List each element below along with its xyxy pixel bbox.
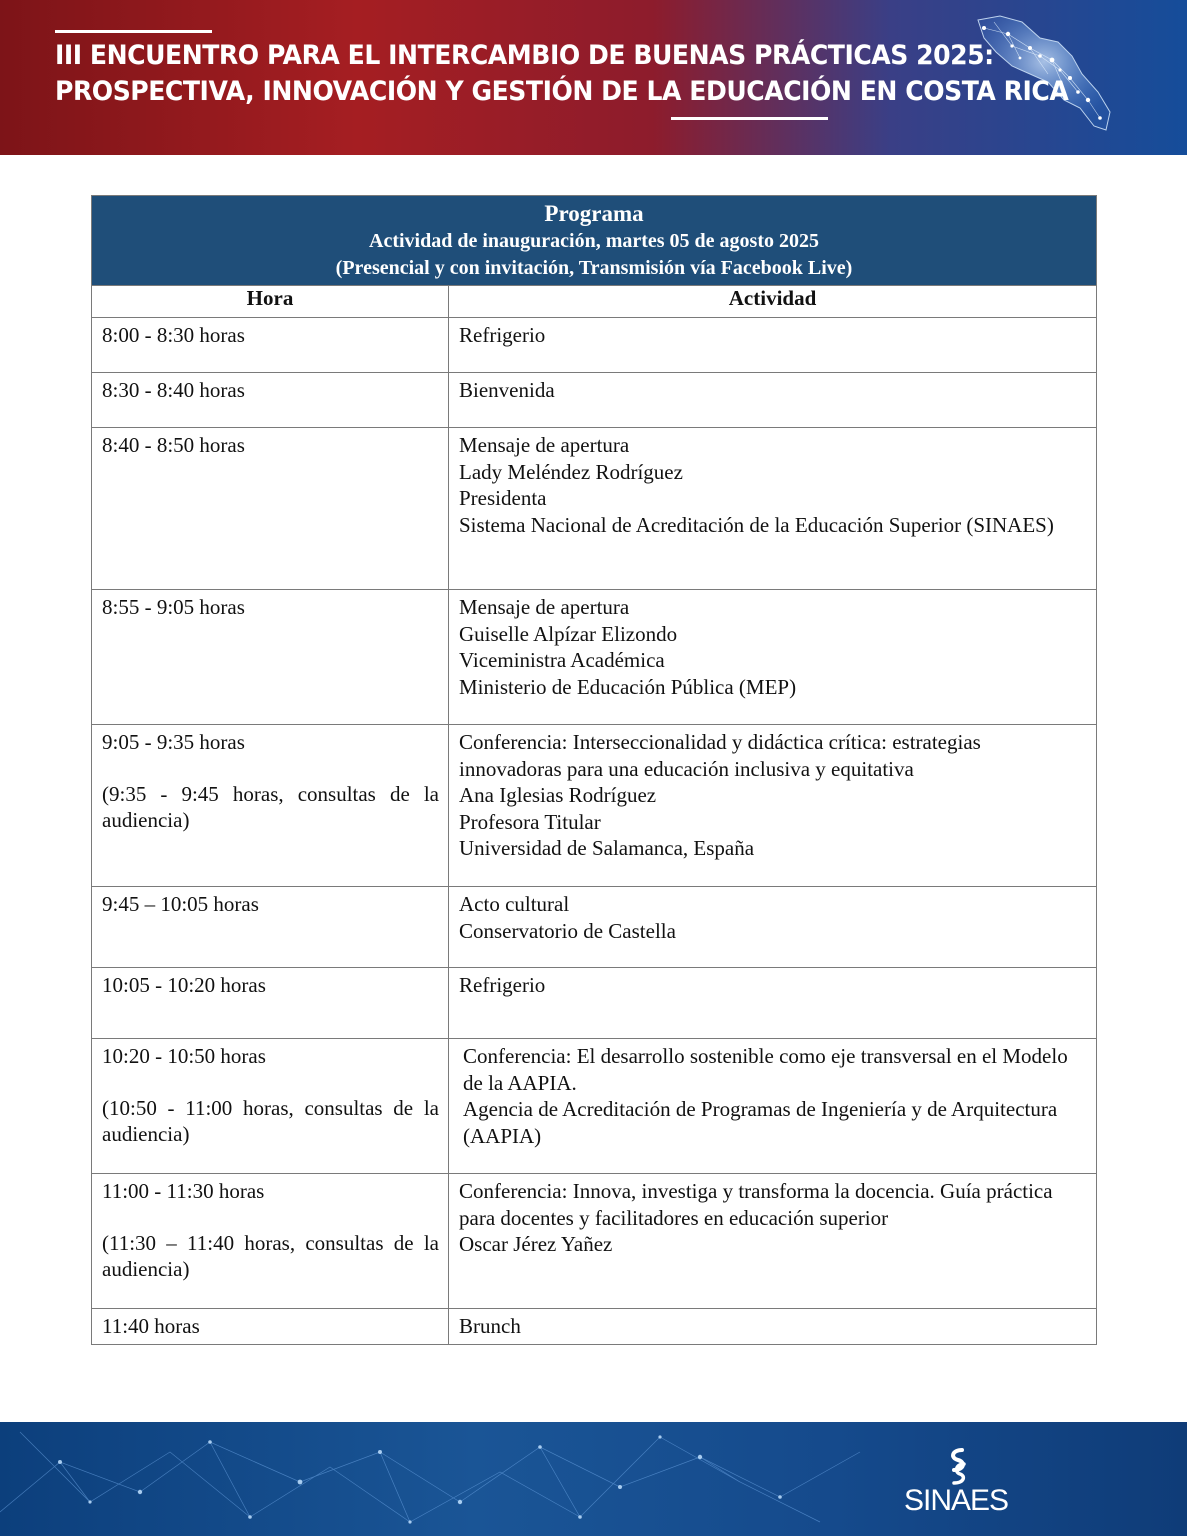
program-title: Programa [544, 201, 644, 226]
actividad-cell: Mensaje de apertura Guiselle Alpízar Elizondo Viceministra Académica Ministerio de Educación Pública (MEP) [449, 590, 1097, 725]
column-header-hora: Hora [92, 286, 449, 318]
hora-note: (9:35 - 9:45 horas, consultas de la audiencia) [102, 782, 439, 832]
sinaes-swirl-icon [942, 1446, 972, 1486]
hora-cell: 8:55 - 9:05 horas [92, 590, 449, 725]
logo-text: SINAES [903, 1484, 1009, 1517]
hora-cell: 10:05 - 10:20 horas [92, 968, 449, 1039]
header-banner [0, 0, 1187, 155]
hora-cell: 9:05 - 9:35 horas (9:35 - 9:45 horas, consultas de la audiencia) [92, 725, 449, 887]
event-title-line-1: III ENCUENTRO PARA EL INTERCAMBIO DE BUENAS PRÁCTICAS 2025: [55, 40, 994, 71]
table-row [92, 1039, 1097, 1174]
table-row [92, 968, 1097, 1039]
event-title [55, 38, 1068, 110]
table-row [92, 590, 1097, 725]
actividad-cell: Bienvenida [449, 373, 1097, 428]
title-top-rule [55, 30, 212, 33]
table-row [92, 428, 1097, 590]
actividad-cell: Mensaje de apertura Lady Meléndez Rodríguez Presidenta Sistema Nacional de Acreditación de la Educación Superior (SINAES) [449, 428, 1097, 590]
hora-cell: 11:40 horas [92, 1309, 449, 1345]
actividad-cell: Refrigerio [449, 318, 1097, 373]
hora-note: (10:50 - 11:00 horas, consultas de la audiencia) [102, 1096, 439, 1146]
hora-cell: 8:30 - 8:40 horas [92, 373, 449, 428]
hora-cell: 11:00 - 11:30 horas (11:30 – 11:40 horas, consultas de la audiencia) [92, 1174, 449, 1309]
sinaes-logo [902, 1446, 1010, 1516]
hora-cell: 8:00 - 8:30 horas [92, 318, 449, 373]
table-row [92, 1174, 1097, 1309]
actividad-cell: Acto cultural Conservatorio de Castella [449, 887, 1097, 968]
program-subtitle: Actividad de inauguración, martes 05 de agosto 2025 [369, 230, 819, 252]
title-bottom-rule [671, 117, 828, 120]
table-row [92, 1309, 1097, 1345]
event-title-line-2: PROSPECTIVA, INNOVACIÓN Y GESTIÓN DE LA EDUCACIÓN EN COSTA RICA [55, 76, 1069, 107]
actividad-cell: Refrigerio [449, 968, 1097, 1039]
table-row [92, 373, 1097, 428]
actividad-cell: Conferencia: El desarrollo sostenible como eje transversal en el Modelo de la AAPIA. Agencia de Acreditación de Programas de Ingeniería y de Arquitectura (AAPIA) [449, 1039, 1097, 1174]
program-header [92, 196, 1097, 286]
hora-cell: 8:40 - 8:50 horas [92, 428, 449, 590]
actividad-cell: Brunch [449, 1309, 1097, 1345]
table-row [92, 318, 1097, 373]
actividad-cell: Conferencia: Innova, investiga y transforma la docencia. Guía práctica para docentes y facilitadores en educación superior Oscar Jérez Yañez [449, 1174, 1097, 1309]
hora-cell: 9:45 – 10:05 horas [92, 887, 449, 968]
table-row [92, 887, 1097, 968]
program-note: (Presencial y con invitación, Transmisión vía Facebook Live) [335, 257, 853, 279]
program-table [91, 195, 1097, 1345]
hora-note: (11:30 – 11:40 horas, consultas de la audiencia) [102, 1231, 439, 1281]
hora-cell: 10:20 - 10:50 horas (10:50 - 11:00 horas, consultas de la audiencia) [92, 1039, 449, 1174]
actividad-cell: Conferencia: Interseccionalidad y didáctica crítica: estrategias innovadoras para una educación inclusiva y equitativa Ana Iglesias Rodríguez Profesora Titular Universidad de Salamanca, España [449, 725, 1097, 887]
column-header-actividad: Actividad [449, 286, 1097, 318]
table-row [92, 725, 1097, 887]
